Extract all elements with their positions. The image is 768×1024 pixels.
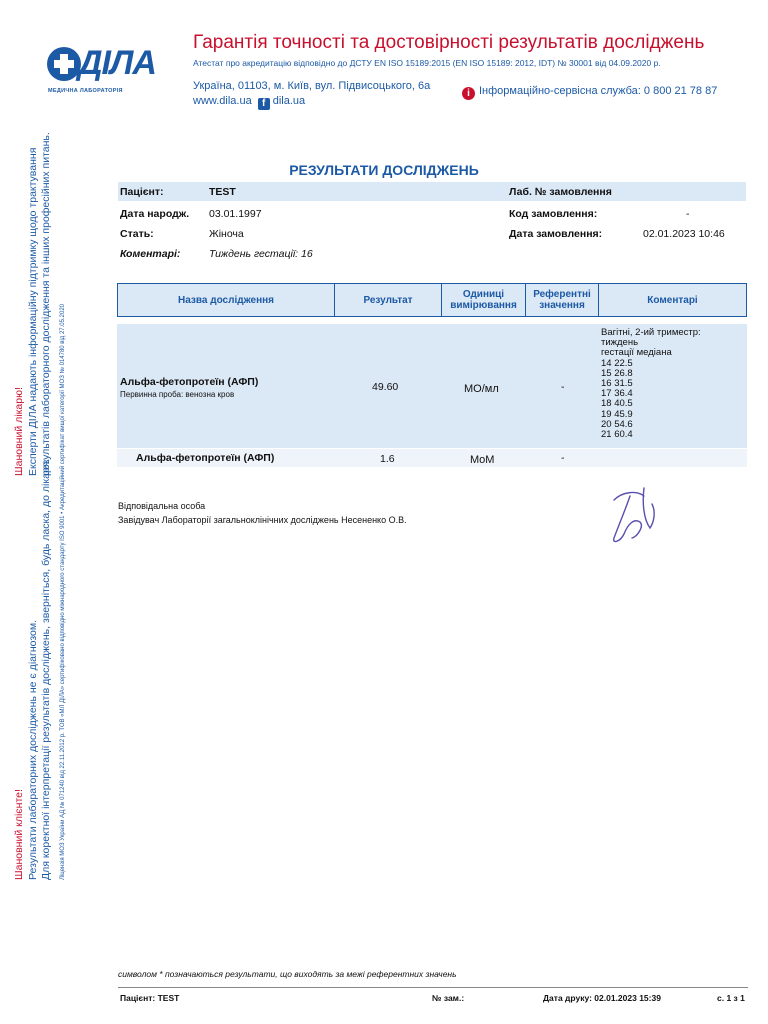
test-name: Альфа-фетопротеїн (АФП)	[136, 452, 275, 464]
patient-value: TEST	[209, 186, 236, 198]
accreditation-text: Атестат про акредитацію відповідно до ДСТУ EN ISO 15189:2015 (EN ISO 15189: 2012, IDT) № 30001 від 04.09.2020 р.	[193, 58, 661, 68]
lab-order-label: Лаб. № замовлення	[509, 186, 612, 198]
website-link[interactable]: www.dila.ua	[193, 95, 252, 107]
reference-value: -	[561, 381, 565, 393]
comment-block: Вагітні, 2-ий триместр: тиждень гестації медіана 14 22.5 15 26.8 16 31.5 17 36.4 18 40.5 19 45.9 20 54.6 21 60.4	[601, 327, 701, 441]
test-name: Альфа-фетопротеїн (АФП)	[120, 376, 259, 388]
footer-page: с. 1 з 1	[717, 993, 745, 1003]
footer-divider	[118, 987, 748, 988]
col-header-name: Назва дослідження	[117, 283, 335, 317]
reference-value: -	[561, 452, 565, 464]
lab-logo	[44, 44, 156, 96]
info-icon: i	[462, 87, 475, 100]
sidebar-client-title: Шановний клієнте!	[13, 789, 25, 880]
facebook-icon: f	[258, 98, 270, 110]
web-contacts	[193, 95, 305, 110]
logo-subtitle: МЕДИЧНА ЛАБОРАТОРІЯ	[48, 88, 123, 94]
units-value: MoM	[470, 454, 495, 466]
patient-label: Пацієнт:	[120, 186, 164, 198]
footer-order-no: № зам.:	[432, 993, 465, 1003]
order-code-label: Код замовлення:	[509, 208, 598, 220]
sidebar-doctor-line2: результатів лабораторного дослідження та інших професійних питань.	[40, 132, 52, 476]
footer-patient: Пацієнт: TEST	[120, 993, 180, 1003]
col-header-result: Результат	[334, 283, 442, 317]
comments-value: Тиждень гестації: 16	[209, 248, 313, 260]
logo-word: ДІЛА	[78, 44, 156, 82]
address-text: Україна, 01103, м. Київ, вул. Підвисоцького, 6а	[193, 80, 431, 92]
results-title: РЕЗУЛЬТАТИ ДОСЛІДЖЕНЬ	[289, 162, 479, 178]
sidebar-client-line2: Для коректної інтерпретації результатів досліджень, зверніться, будь ласка, до лікаря.	[40, 458, 52, 880]
info-service-text: Інформаційно-сервісна служба: 0 800 21 78 87	[479, 85, 718, 97]
dob-value: 03.01.1997	[209, 208, 262, 220]
col-header-units: Одиниці вимірювання	[441, 283, 526, 317]
order-code-value: -	[686, 208, 690, 220]
signature-image	[600, 478, 670, 548]
sidebar-doctor-line1: Експерти ДІЛА надають інформаційну підтримку щодо трактування	[27, 147, 39, 476]
sex-label: Стать:	[120, 228, 154, 240]
sex-value: Жіноча	[209, 228, 244, 240]
result-value: 1.6	[380, 453, 395, 465]
responsible-person: Завідувач Лабораторії загальноклінічних досліджень Несененко О.В.	[118, 515, 407, 525]
result-value: 49.60	[372, 381, 399, 393]
col-header-reference: Референтні значення	[525, 283, 599, 317]
sidebar-client-line1: Результати лабораторних досліджень не є діагнозом.	[27, 619, 39, 880]
dob-label: Дата народж.	[120, 208, 190, 220]
order-date-label: Дата замовлення:	[509, 228, 603, 240]
facebook-link[interactable]: dila.ua	[272, 95, 306, 107]
footnote: символом * позначаються результати, що виходять за межі референтних значень	[118, 969, 457, 979]
sample-type: Первинна проба: венозна кров	[120, 390, 235, 399]
order-date-value: 02.01.2023 10:46	[643, 228, 725, 240]
responsible-label: Відповідальна особа	[118, 501, 206, 511]
col-header-comments: Коментарі	[598, 283, 747, 317]
sidebar-doctor-title: Шановний лікарю!	[13, 387, 25, 476]
footer-print-date: Дата друку: 02.01.2023 15:39	[543, 993, 661, 1003]
comments-label: Коментарі:	[120, 248, 181, 260]
units-value: МО/мл	[464, 383, 499, 395]
info-service	[462, 85, 717, 100]
header-title: Гарантія точності та достовірності результатів досліджень	[193, 32, 705, 53]
sidebar-license: Ліцензія МОЗ України АД № 071240 від 22.11.2012 р. ТОВ «МЛ ДІЛА» сертифіковано відповідно міжнародного стандарту ISO 9001 • Акредитаційний сертифікат вищої категорії МОЗ № 014780 від 27.05.2020	[60, 304, 66, 880]
